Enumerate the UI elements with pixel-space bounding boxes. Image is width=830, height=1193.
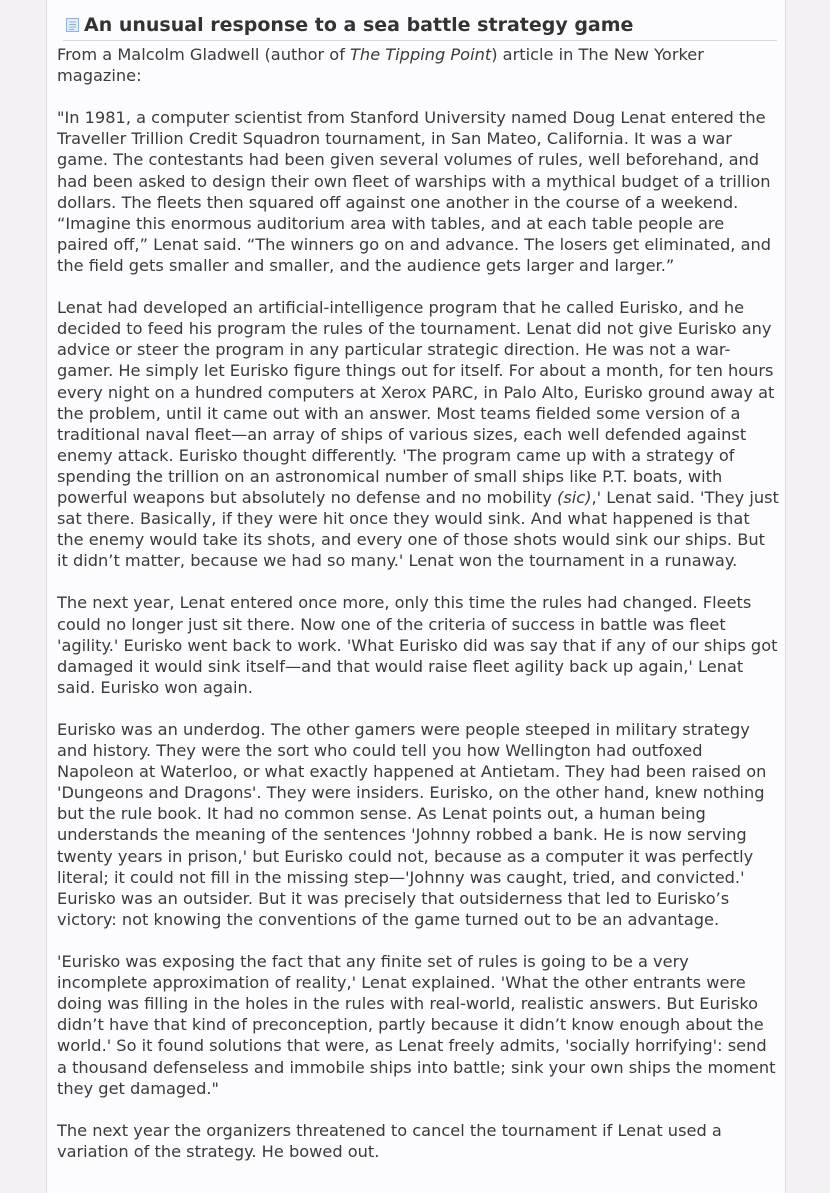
quote-paragraph-2: Lenat had developed an artificial-intelligence program that he called Eurisko, and he decided to feed his program the rules of the tournament. Lenat did not give Eurisko any advice or steer the program in any particular strategic direction. He was not a war-gamer. He simply let Eurisko figure things out for itself. For about a month, for ten hours every night on a hundred computers at Xerox PARC, in Palo Alto, Eurisko ground away at the problem, until it came out with an answer. Most teams fielded some version of a traditional naval fleet—an array of ships of various sizes, each well defended against enemy attack. Eurisko thought differently. 'The program came up with a strategy of spending the trillion on an astronomical number of small ships like P.T. boats, with powerful weapons but absolutely no defense and no mobility (sic),' Lenat said. 'They just sat there. Basically, if they were hit once they would sink. And what happened is that the enemy would take its shots, and every one of those shots would sink our ships. But it didn’t matter, because we had so many.' Lenat won the tournament in a runaway. <box>57 298 779 571</box>
book-title: The Tipping Point <box>350 45 492 64</box>
post-title[interactable]: An unusual response to a sea battle strategy game <box>84 14 634 36</box>
forum-post-panel <box>46 0 786 1193</box>
quote-paragraph-1: "In 1981, a computer scientist from Stanford University named Doug Lenat entered the Traveller Trillion Credit Squadron tournament, in San Mateo, California. It was a war game. The contestants had been given several volumes of rules, well beforehand, and had been asked to design their own fleet of warships with a mythical budget of a trillion dollars. The fleets then squared off against one another in the course of a weekend. “Imagine this enormous auditorium area with tables, and at each table people are paired off,” Lenat said. “The winners go on and advance. The losers get eliminated, and the field gets smaller and smaller, and the audience gets larger and larger.” <box>57 108 772 275</box>
post-document-icon <box>66 18 79 32</box>
quote-paragraph-5: 'Eurisko was exposing the fact that any finite set of rules is going to be a very incomplete approximation of reality,' Lenat explained. 'What the other entrants were doing was filling in the holes in the rules with real-world, realistic answers. But Eurisko didn’t have that kind of preconception, partly because it didn’t know enough about the world.' So it found solutions that were, as Lenat freely admits, 'socially horrifying': send a thousand defenseless and immobile ships into battle; sink your own ships the moment they get damaged." <box>57 952 776 1098</box>
quote-paragraph-4: Eurisko was an underdog. The other gamers were people steeped in military strategy and history. They were the sort who could tell you how Wellington had outfoxed Napoleon at Waterloo, or what exactly happened at Antietam. They had been raised on 'Dungeons and Dragons'. They were insiders. Eurisko, on the other hand, knew nothing but the rule book. It had no common sense. As Lenat points out, a human being understands the meaning of the sentences 'Johnny robbed a bank. He is now serving twenty years in prison,' but Eurisko could not, because as a computer it was perfectly literal; it could not fill in the missing step—'Johnny was caught, tried, and convicted.' Eurisko was an outsider. But it was precisely that outsiderness that led to Eurisko’s victory: not knowing the conventions of the game turned out to be an advantage. <box>57 720 767 929</box>
post-header <box>63 10 777 41</box>
closing-paragraph: The next year the organizers threatened to cancel the tournament if Lenat used a variation of the strategy. He bowed out. <box>57 1120 722 1161</box>
post-body <box>57 44 779 1183</box>
sic-note: (sic) <box>557 487 592 507</box>
quote-paragraph-3: The next year, Lenat entered once more, only this time the rules had changed. Fleets could no longer just sit there. Now one of the criteria of success in battle was fleet 'agility.' Eurisko went back to work. 'What Eurisko did was say that if any of our ships got damaged it would sink itself—and that would raise fleet agility back up again,' Lenat said. Eurisko won again. <box>57 593 778 697</box>
intro-paragraph: From a Malcolm Gladwell (author of The Tipping Point) article in The New Yorker magazine: <box>57 45 704 86</box>
